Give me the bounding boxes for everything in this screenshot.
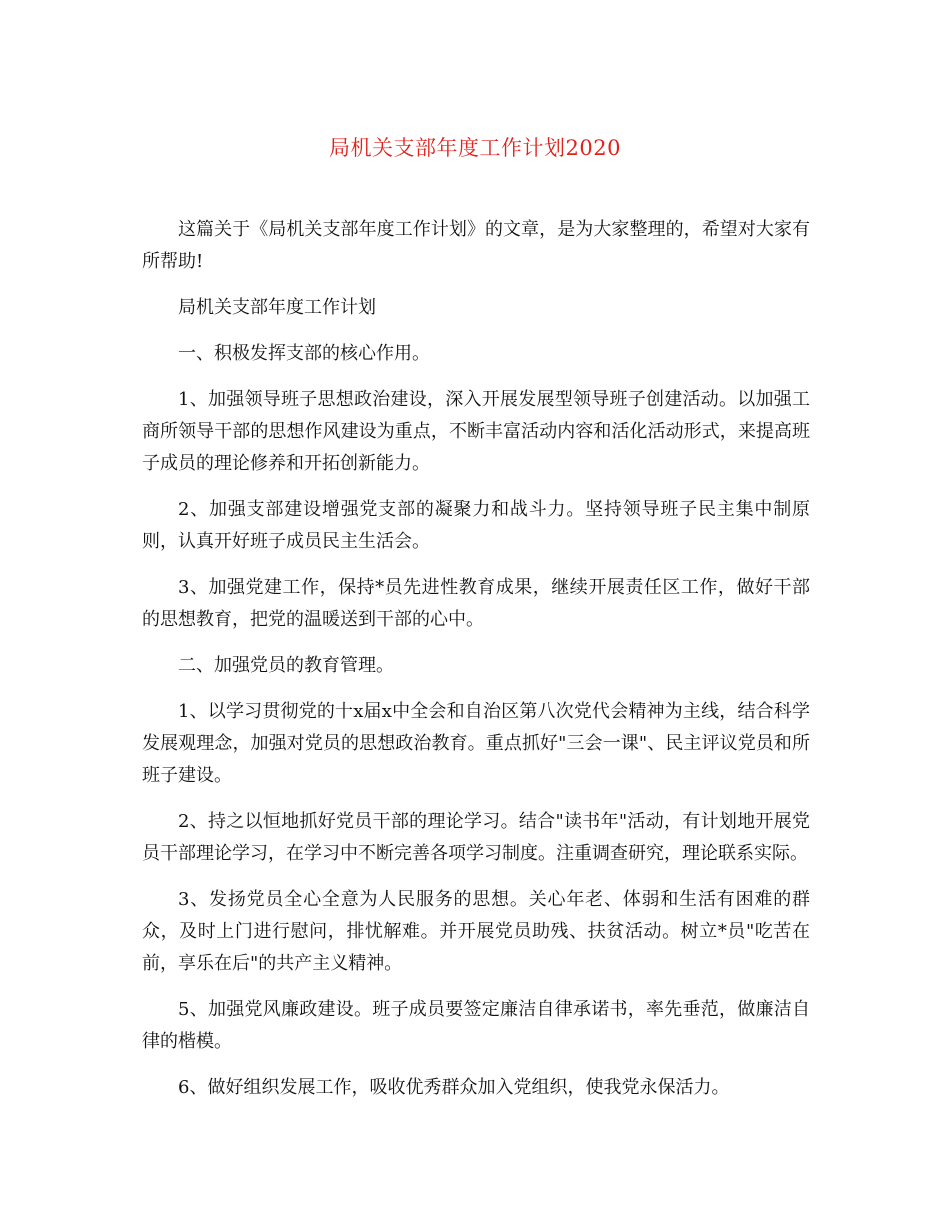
paragraph: 3、加强党建工作，保持*员先进性教育成果，继续开展责任区工作，做好干部的思想教育，把党的温暖送到干部的心中。 bbox=[142, 577, 810, 630]
paragraph: 6、做好组织发展工作，吸收优秀群众加入党组织，使我党永保活力。 bbox=[178, 1077, 730, 1098]
section-heading: 一、积极发挥支部的核心作用。 bbox=[178, 343, 430, 364]
paragraph: 2、加强支部建设增强党支部的凝聚力和战斗力。坚持领导班子民主集中制原则，认真开好班子成员民主生活会。 bbox=[142, 499, 810, 552]
section-heading: 二、加强党员的教育管理。 bbox=[178, 655, 394, 676]
paragraph: 3、发扬党员全心全意为人民服务的思想。关心年老、体弱和生活有困难的群众，及时上门进行慰问，排忧解难。并开展党员助残、扶贫活动。树立*员"吃苦在前，享乐在后"的共产主义精神。 bbox=[142, 889, 810, 974]
section-heading: 局机关支部年度工作计划 bbox=[178, 297, 376, 318]
paragraph: 2、持之以恒地抓好党员干部的理论学习。结合"读书年"活动，有计划地开展党员干部理论学习，在学习中不断完善各项学习制度。注重调查研究，理论联系实际。 bbox=[142, 811, 810, 864]
paragraph: 1、以学习贯彻党的十x届x中全会和自治区第八次党代会精神为主线，结合科学发展观理念，加强对党员的思想政治教育。重点抓好"三会一课"、民主评议党员和所班子建设。 bbox=[142, 701, 810, 786]
paragraph: 1、加强领导班子思想政治建设，深入开展发展型领导班子创建活动。以加强工商所领导干部的思想作风建设为重点，不断丰富活动内容和活化活动形式，来提高班子成员的理论修养和开拓创新能力。 bbox=[142, 389, 810, 474]
intro-paragraph: 这篇关于《局机关支部年度工作计划》的文章，是为大家整理的，希望对大家有所帮助! bbox=[142, 219, 810, 272]
document-title: 局机关支部年度工作计划2020 bbox=[329, 136, 621, 160]
document-body bbox=[142, 214, 810, 1118]
paragraph: 5、加强党风廉政建设。班子成员要签定廉洁自律承诺书，率先垂范，做廉洁自律的楷模。 bbox=[142, 999, 810, 1052]
